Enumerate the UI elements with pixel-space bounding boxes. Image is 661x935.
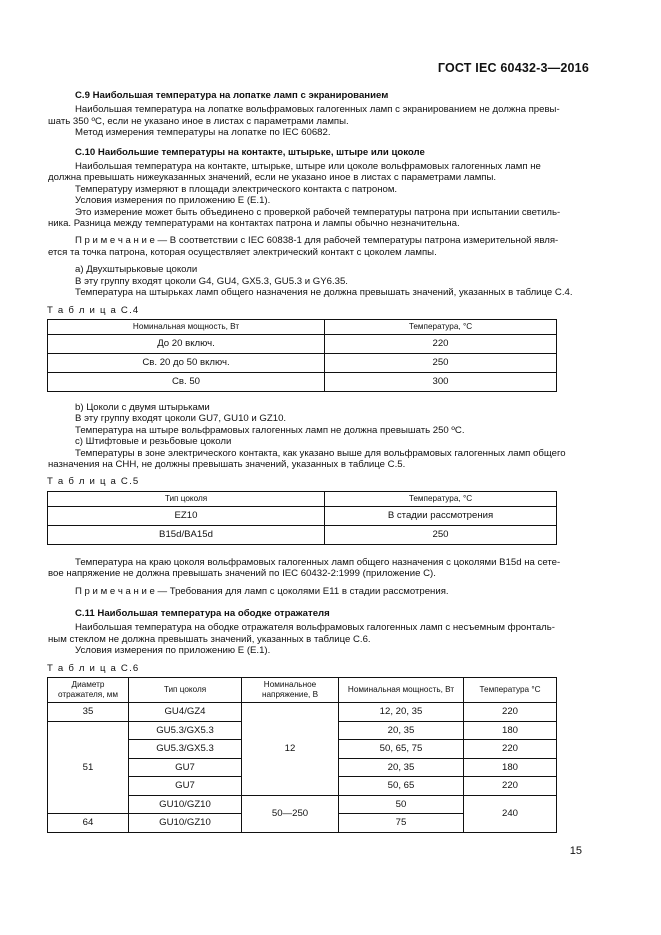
table-cell: 20, 35	[339, 758, 464, 777]
paragraph: Наибольшая температура на лопатке вольфрамовых галогенных ламп с экранированием не должна превы-	[75, 104, 560, 116]
paragraph: Это измерение может быть объединено с проверкой рабочей температуры патрона при испытании светиль-	[75, 206, 561, 218]
table-row	[48, 525, 557, 544]
table-cell: 220	[464, 740, 557, 759]
table-header: Температура °С	[464, 678, 557, 703]
table-row	[48, 353, 557, 372]
table-cell: 250	[325, 525, 557, 544]
paragraph: ника. Разница между температурами на контактах патрона и лампы обычно незначительна.	[48, 218, 460, 230]
paragraph: Температура на штыре вольфрамовых галогенных ламп не должна превышать 250 ºС.	[75, 424, 465, 436]
table-cell: 180	[464, 721, 557, 740]
table-cell: GU10/GZ10	[129, 795, 242, 814]
paragraph: ным стеклом не должна превышать значений, указанных в таблице С.6.	[48, 633, 371, 645]
table-caption: Т а б л и ц а С.5	[47, 476, 140, 488]
table-header: Температура, °С	[325, 319, 557, 334]
list-item: а) Двухштырьковые цоколи	[75, 264, 198, 276]
table-cell: 75	[339, 814, 464, 833]
table-header: Тип цоколя	[129, 678, 242, 703]
paragraph: Метод измерения температуры на лопатке по IEC 60682.	[75, 127, 331, 139]
table-header: Номинальное напряжение, В	[242, 678, 339, 703]
table-cell: В стадии рассмотрения	[325, 506, 557, 525]
table-cell: B15d/BA15d	[48, 525, 325, 544]
table-cell: GU5.3/GX5.3	[129, 721, 242, 740]
list-item: c) Штифтовые и резьбовые цоколи	[75, 436, 232, 448]
paragraph: В эту группу входят цоколи G4, GU4, GX5.3, GU5.3 и GY6.35.	[75, 275, 348, 287]
paragraph: Температура на краю цоколя вольфрамовых галогенных ламп общего назначения с цоколями B15d на сете-	[75, 556, 561, 568]
paragraph: Наибольшая температура на контакте, штырьке, штыре или цоколе вольфрамовых галогенных ламп не	[75, 161, 541, 173]
note: ется та точка патрона, которая осуществляет электрический контакт с цоколем лампы.	[48, 246, 437, 258]
table-row	[48, 372, 557, 391]
table-header: Температура, °С	[325, 491, 557, 506]
paragraph: вое напряжение не должна превышать значений по IEC 60432-2:1999 (приложение С).	[48, 568, 436, 580]
table-cell: GU4/GZ4	[129, 703, 242, 722]
table-caption: Т а б л и ц а С.4	[47, 304, 140, 316]
paragraph: должна превышать нижеуказанных значений, если не указано иное в листах с параметрами лампы.	[48, 172, 497, 184]
table-header: Номинальная мощность, Вт	[48, 319, 325, 334]
table-cell: 220	[325, 334, 557, 353]
paragraph: В эту группу входят цоколи GU7, GU10 и GZ10.	[75, 413, 287, 425]
table-cell: GU7	[129, 758, 242, 777]
page-content	[47, 90, 585, 833]
paragraph: Температуру измеряют в площади электрического контакта с патроном.	[75, 183, 398, 195]
table-cell: GU5.3/GX5.3	[129, 740, 242, 759]
list-item: b) Цоколи с двумя штырьками	[75, 401, 210, 413]
table-caption: Т а б л и ц а С.6	[47, 662, 140, 674]
table-cell: 20, 35	[339, 721, 464, 740]
paragraph: шать 350 ºС, если не указано иное в листах с параметрами лампы.	[48, 115, 349, 127]
table-cell: GU7	[129, 777, 242, 796]
table-c6	[47, 677, 557, 833]
paragraph: Условия измерения по приложению Е (Е.1).	[75, 195, 271, 207]
table-cell: Св. 20 до 50 включ.	[48, 353, 325, 372]
table-cell: 51	[48, 721, 129, 814]
table-cell: 180	[464, 758, 557, 777]
table-cell: 50, 65	[339, 777, 464, 796]
section-heading-c11: С.11 Наибольшая температура на ободке отражателя	[75, 607, 330, 619]
table-cell: 50	[339, 795, 464, 814]
page-number: 15	[569, 845, 582, 857]
paragraph: Наибольшая температура на ободке отражателя вольфрамовых галогенных ламп с несъемным фронталь-	[75, 622, 555, 634]
table-row	[48, 334, 557, 353]
table-cell: 250	[325, 353, 557, 372]
table-c4	[47, 319, 557, 392]
table-cell: 300	[325, 372, 557, 391]
section-heading-c9: С.9 Наибольшая температура на лопатке ламп с экранированием	[75, 90, 389, 101]
note-text: — Требования для ламп с цоколями Е11 в стадии рассмотрения.	[154, 585, 449, 597]
paragraph: Условия измерения по приложению Е (Е.1).	[75, 645, 271, 657]
table-cell: 12, 20, 35	[339, 703, 464, 722]
table-cell: EZ10	[48, 506, 325, 525]
note-label: П р и м е ч а н и е	[75, 585, 155, 597]
document-code: ГОСТ IEC 60432-3—2016	[437, 61, 589, 75]
table-cell: До 20 включ.	[48, 334, 325, 353]
paragraph: назначения на СНН, не должны превышать значений, указанных в таблице С.5.	[48, 458, 406, 470]
paragraph: Температура на штырьках ламп общего назначения не должна превышать значений, указанных в таблице С.4.	[75, 287, 573, 299]
table-cell: 12	[242, 703, 339, 796]
note	[75, 586, 585, 597]
table-cell: Св. 50	[48, 372, 325, 391]
table-cell: 50, 65, 75	[339, 740, 464, 759]
table-header: Диаметр отражателя, мм	[48, 678, 129, 703]
table-row	[48, 506, 557, 525]
note-label: П р и м е ч а н и е —	[75, 235, 168, 247]
table-cell: GU10/GZ10	[129, 814, 242, 833]
paragraph: Температуры в зоне электрического контакта, как указано выше для вольфрамовых галогенных ламп общего	[75, 447, 566, 459]
note	[75, 235, 585, 246]
table-header: Номинальная мощность, Вт	[339, 678, 464, 703]
note-text: В соответствии с IEC 60838-1 для рабочей температуры патрона измерительной явля-	[167, 235, 559, 247]
table-row	[48, 703, 557, 722]
table-cell: 220	[464, 777, 557, 796]
table-header: Тип цоколя	[48, 491, 325, 506]
table-cell: 64	[48, 814, 129, 833]
table-c5	[47, 491, 557, 545]
table-cell: 35	[48, 703, 129, 722]
table-cell: 240	[464, 795, 557, 832]
table-cell: 220	[464, 703, 557, 722]
table-cell: 50—250	[242, 795, 339, 832]
section-heading-c10: С.10 Наибольшие температуры на контакте, штырьке, штыре или цоколе	[75, 146, 425, 158]
